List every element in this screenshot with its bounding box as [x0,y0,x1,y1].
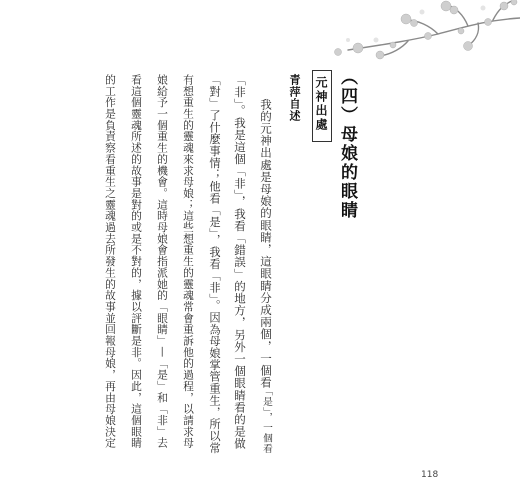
text-column: 的工作是負責察看重生之靈魂過去所發生的故事並回報母娘，再由母娘決定 [104,74,117,449]
section-title: 元神出處 [314,76,328,132]
chapter-title: （四）母娘的眼睛 [337,68,357,220]
text-column: 娘給予一個重生的機會。這時母娘會指派她的「眼睛」—「是」和「非」去 [156,74,169,449]
page-number: 118 [421,470,439,480]
byline: 青萍自述 [288,74,301,122]
text-column: 「非」。我是這個「非」，我看「錯誤」的地方，另外一個眼睛看的是做 [233,74,247,450]
text-column: 看這個靈魂所述的故事是對的或是不對的，據以評斷是非。因此，這個眼睛 [130,74,143,449]
text-column-continuation: 「是」，一個看 [261,386,272,454]
text-column: 有想重生的靈魂來求母娘；這些想重生的靈魂常會重訴他的過程，以請求母 [182,74,195,449]
blossom-branch-illustration [318,0,520,60]
text-column: 我的元神出處是母娘的眼睛，這眼睛分成兩個，一個看 [259,74,273,389]
text-column: 「對」了什麼事情；他看「是」，我看「非」。因為母娘掌管重生，所以常 [208,74,221,454]
